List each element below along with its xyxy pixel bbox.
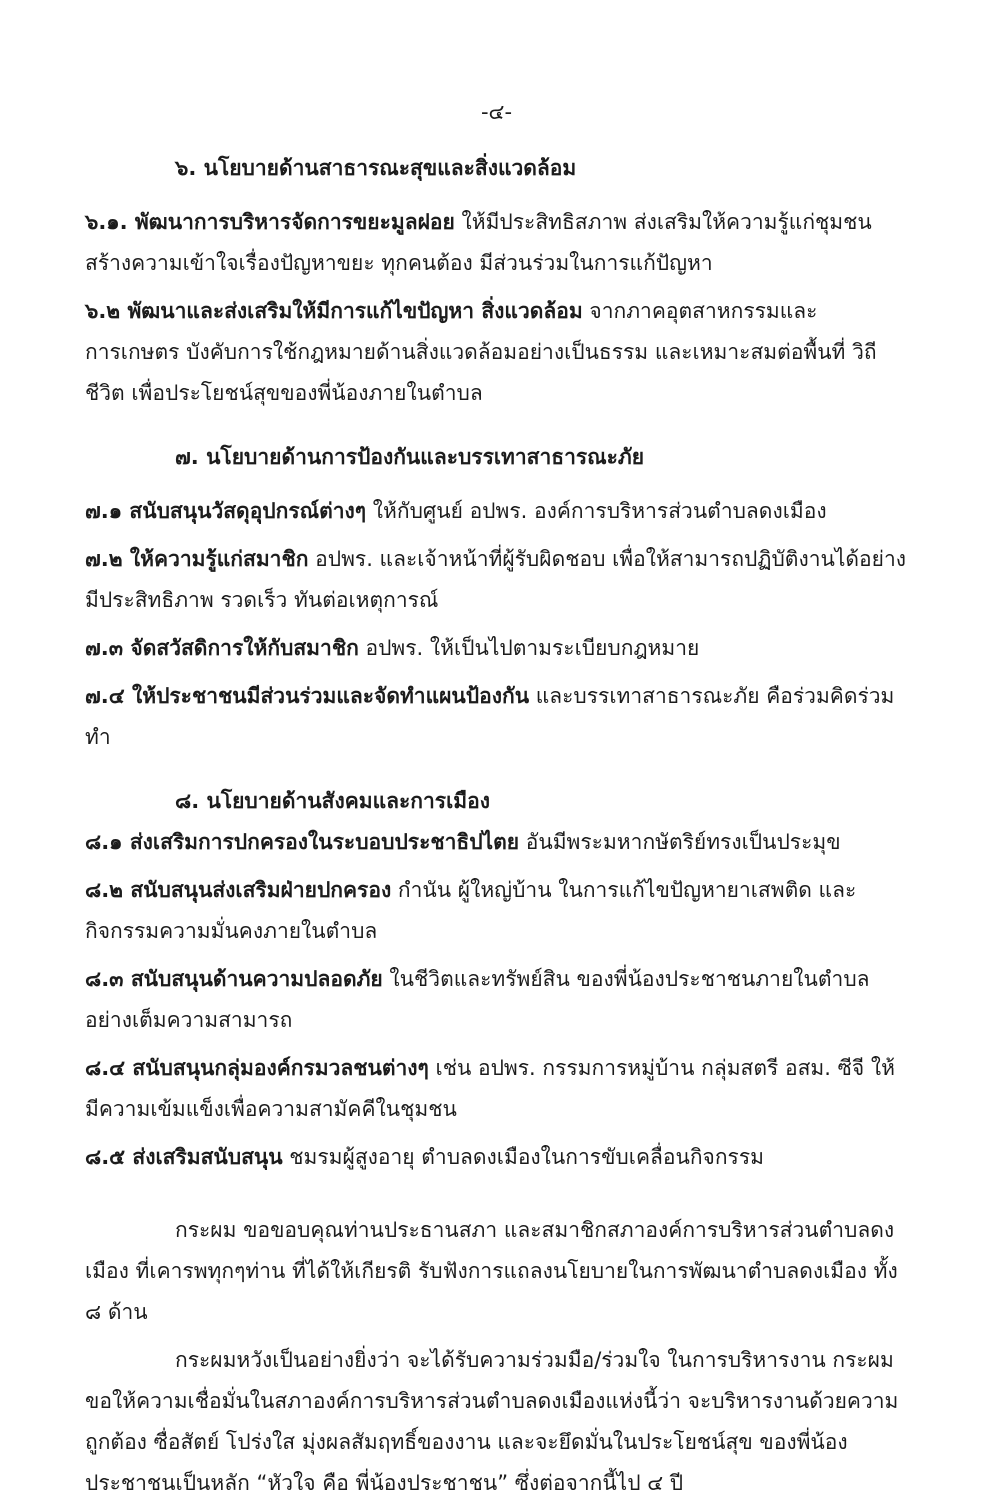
- item-text-7-3: อปพร. ให้เป็นไปตามระเบียบกฎหมาย: [365, 636, 700, 660]
- policy-item-8-2: [85, 870, 908, 952]
- item-text-6-2: จากภาคอุตสาหกรรมและการเกษตร บังคับการใช้กฎหมายด้านสิ่งแวดล้อมอย่างเป็นธรรม และเหมาะสมต่อพื้นที่ วิถีชีวิต เพื่อประโยชน์สุขของพี่น้องภายในตำบล: [85, 299, 877, 405]
- item-lead-7-4: ๗.๔ ให้ประชาชนมีส่วนร่วมและจัดทำแผนป้องกัน: [85, 684, 530, 708]
- item-text-7-4: และบรรเทาสาธารณะภัย คือร่วมคิดร่วมทำ: [85, 684, 895, 749]
- item-lead-7-1: ๗.๑ สนับสนุนวัสดุอุปกรณ์ต่างๆ: [85, 499, 367, 523]
- item-lead-8-2: ๘.๒ สนับสนุนส่งเสริมฝ่ายปกครอง: [85, 878, 392, 902]
- closing-paragraph-1: กระผม ขอขอบคุณท่านประธานสภา และสมาชิกสภาองค์การบริหารส่วนตำบลดงเมือง ที่เคารพทุกๆท่าน ที่ได้ให้เกียรติ รับฟังการแถลงนโยบายในการพัฒนาตำบลดงเมือง ทั้ง ๘ ด้าน: [85, 1218, 898, 1324]
- closing-paragraph-2: กระผมหวังเป็นอย่างยิ่งว่า จะได้รับความร่วมมือ/ร่วมใจ ในการบริหารงาน กระผมขอให้ความเชื่อมั่นในสภาองค์การบริหารส่วนตำบลดงเมืองแห่งนี้ว่า จะบริหารงานด้วยความถูกต้อง ซื่อสัตย์ โปร่งใส มุ่งผลสัมฤทธิ์ของงาน และจะยึดมั่นในประโยชน์สุข ของพี่น้องประชาชนเป็นหลัก “หัวใจ คือ พี่น้องประชาชน” ซึ่งต่อจากนี้ไป ๔ ปี: [85, 1348, 899, 1495]
- policy-item-8-5: [85, 1137, 908, 1178]
- policy-item-7-1: [85, 491, 908, 532]
- item-text-8-1: อันมีพระมหากษัตริย์ทรงเป็นประมุข: [525, 830, 841, 854]
- policy-item-8-4: [85, 1048, 908, 1130]
- policy-item-7-4: [85, 676, 908, 758]
- policy-item-7-3: [85, 628, 908, 669]
- item-text-6-1: ให้มีประสิทธิสภาพ ส่งเสริมให้ความรู้แก่ชุมชน สร้างความเข้าใจเรื่องปัญหาขยะ ทุกคนต้อง มีส่วนร่วมในการแก้ปัญหา: [85, 210, 872, 275]
- item-text-8-2: กำนัน ผู้ใหญ่บ้าน ในการแก้ไขปัญหายาเสพติด และกิจกรรมความมั่นคงภายในตำบล: [85, 878, 857, 943]
- page-number: -๔-: [480, 100, 513, 124]
- policy-item-6-2: [85, 291, 908, 414]
- item-lead-8-4: ๘.๔ สนับสนุนกลุ่มองค์กรมวลชนต่างๆ: [85, 1056, 429, 1080]
- policy-item-6-1: [85, 202, 908, 284]
- item-lead-6-2: ๖.๒ พัฒนาและส่งเสริมให้มีการแก้ไขปัญหา สิ่งแวดล้อม: [85, 299, 583, 323]
- item-lead-8-1: ๘.๑ ส่งเสริมการปกครองในระบอบประชาธิปไตย: [85, 830, 520, 854]
- item-text-8-3: ในชีวิตและทรัพย์สิน ของพี่น้องประชาชนภายในตำบลอย่างเต็มความสามารถ: [85, 967, 870, 1032]
- policy-item-7-2: [85, 539, 908, 621]
- item-text-7-2: อปพร. และเจ้าหน้าที่ผู้รับผิดชอบ เพื่อให้สามารถปฏิบัติงานได้อย่างมีประสิทธิภาพ รวดเร็ว ทันต่อเหตุการณ์: [85, 547, 907, 612]
- item-text-8-5: ชมรมผู้สูงอายุ ตำบลดงเมืองในการขับเคลื่อนกิจกรรม: [289, 1145, 764, 1169]
- section-heading-8: ๘. นโยบายด้านสังคมและการเมือง: [175, 789, 490, 813]
- policy-item-8-3: [85, 959, 908, 1041]
- policy-item-8-1: [85, 822, 908, 863]
- item-lead-7-3: ๗.๓ จัดสวัสดิการให้กับสมาชิก: [85, 636, 359, 660]
- item-lead-8-5: ๘.๕ ส่งเสริมสนับสนุน: [85, 1145, 283, 1169]
- section-heading-6: ๖. นโยบายด้านสาธารณะสุขและสิ่งแวดล้อม: [175, 156, 577, 180]
- item-text-8-4: เช่น อปพร. กรรมการหมู่บ้าน กลุ่มสตรี อสม. ซีจี ให้มีความเข้มแข็งเพื่อความสามัคคีในชุมชน: [85, 1056, 895, 1121]
- item-text-7-1: ให้กับศูนย์ อปพร. องค์การบริหารส่วนตำบลดงเมือง: [372, 499, 827, 523]
- item-lead-8-3: ๘.๓ สนับสนุนด้านความปลอดภัย: [85, 967, 383, 991]
- item-lead-7-2: ๗.๒ ให้ความรู้แก่สมาชิก: [85, 547, 309, 571]
- section-heading-7: ๗. นโยบายด้านการป้องกันและบรรเทาสาธารณะภัย: [175, 445, 645, 469]
- item-lead-6-1: ๖.๑. พัฒนาการบริหารจัดการขยะมูลฝอย: [85, 210, 455, 234]
